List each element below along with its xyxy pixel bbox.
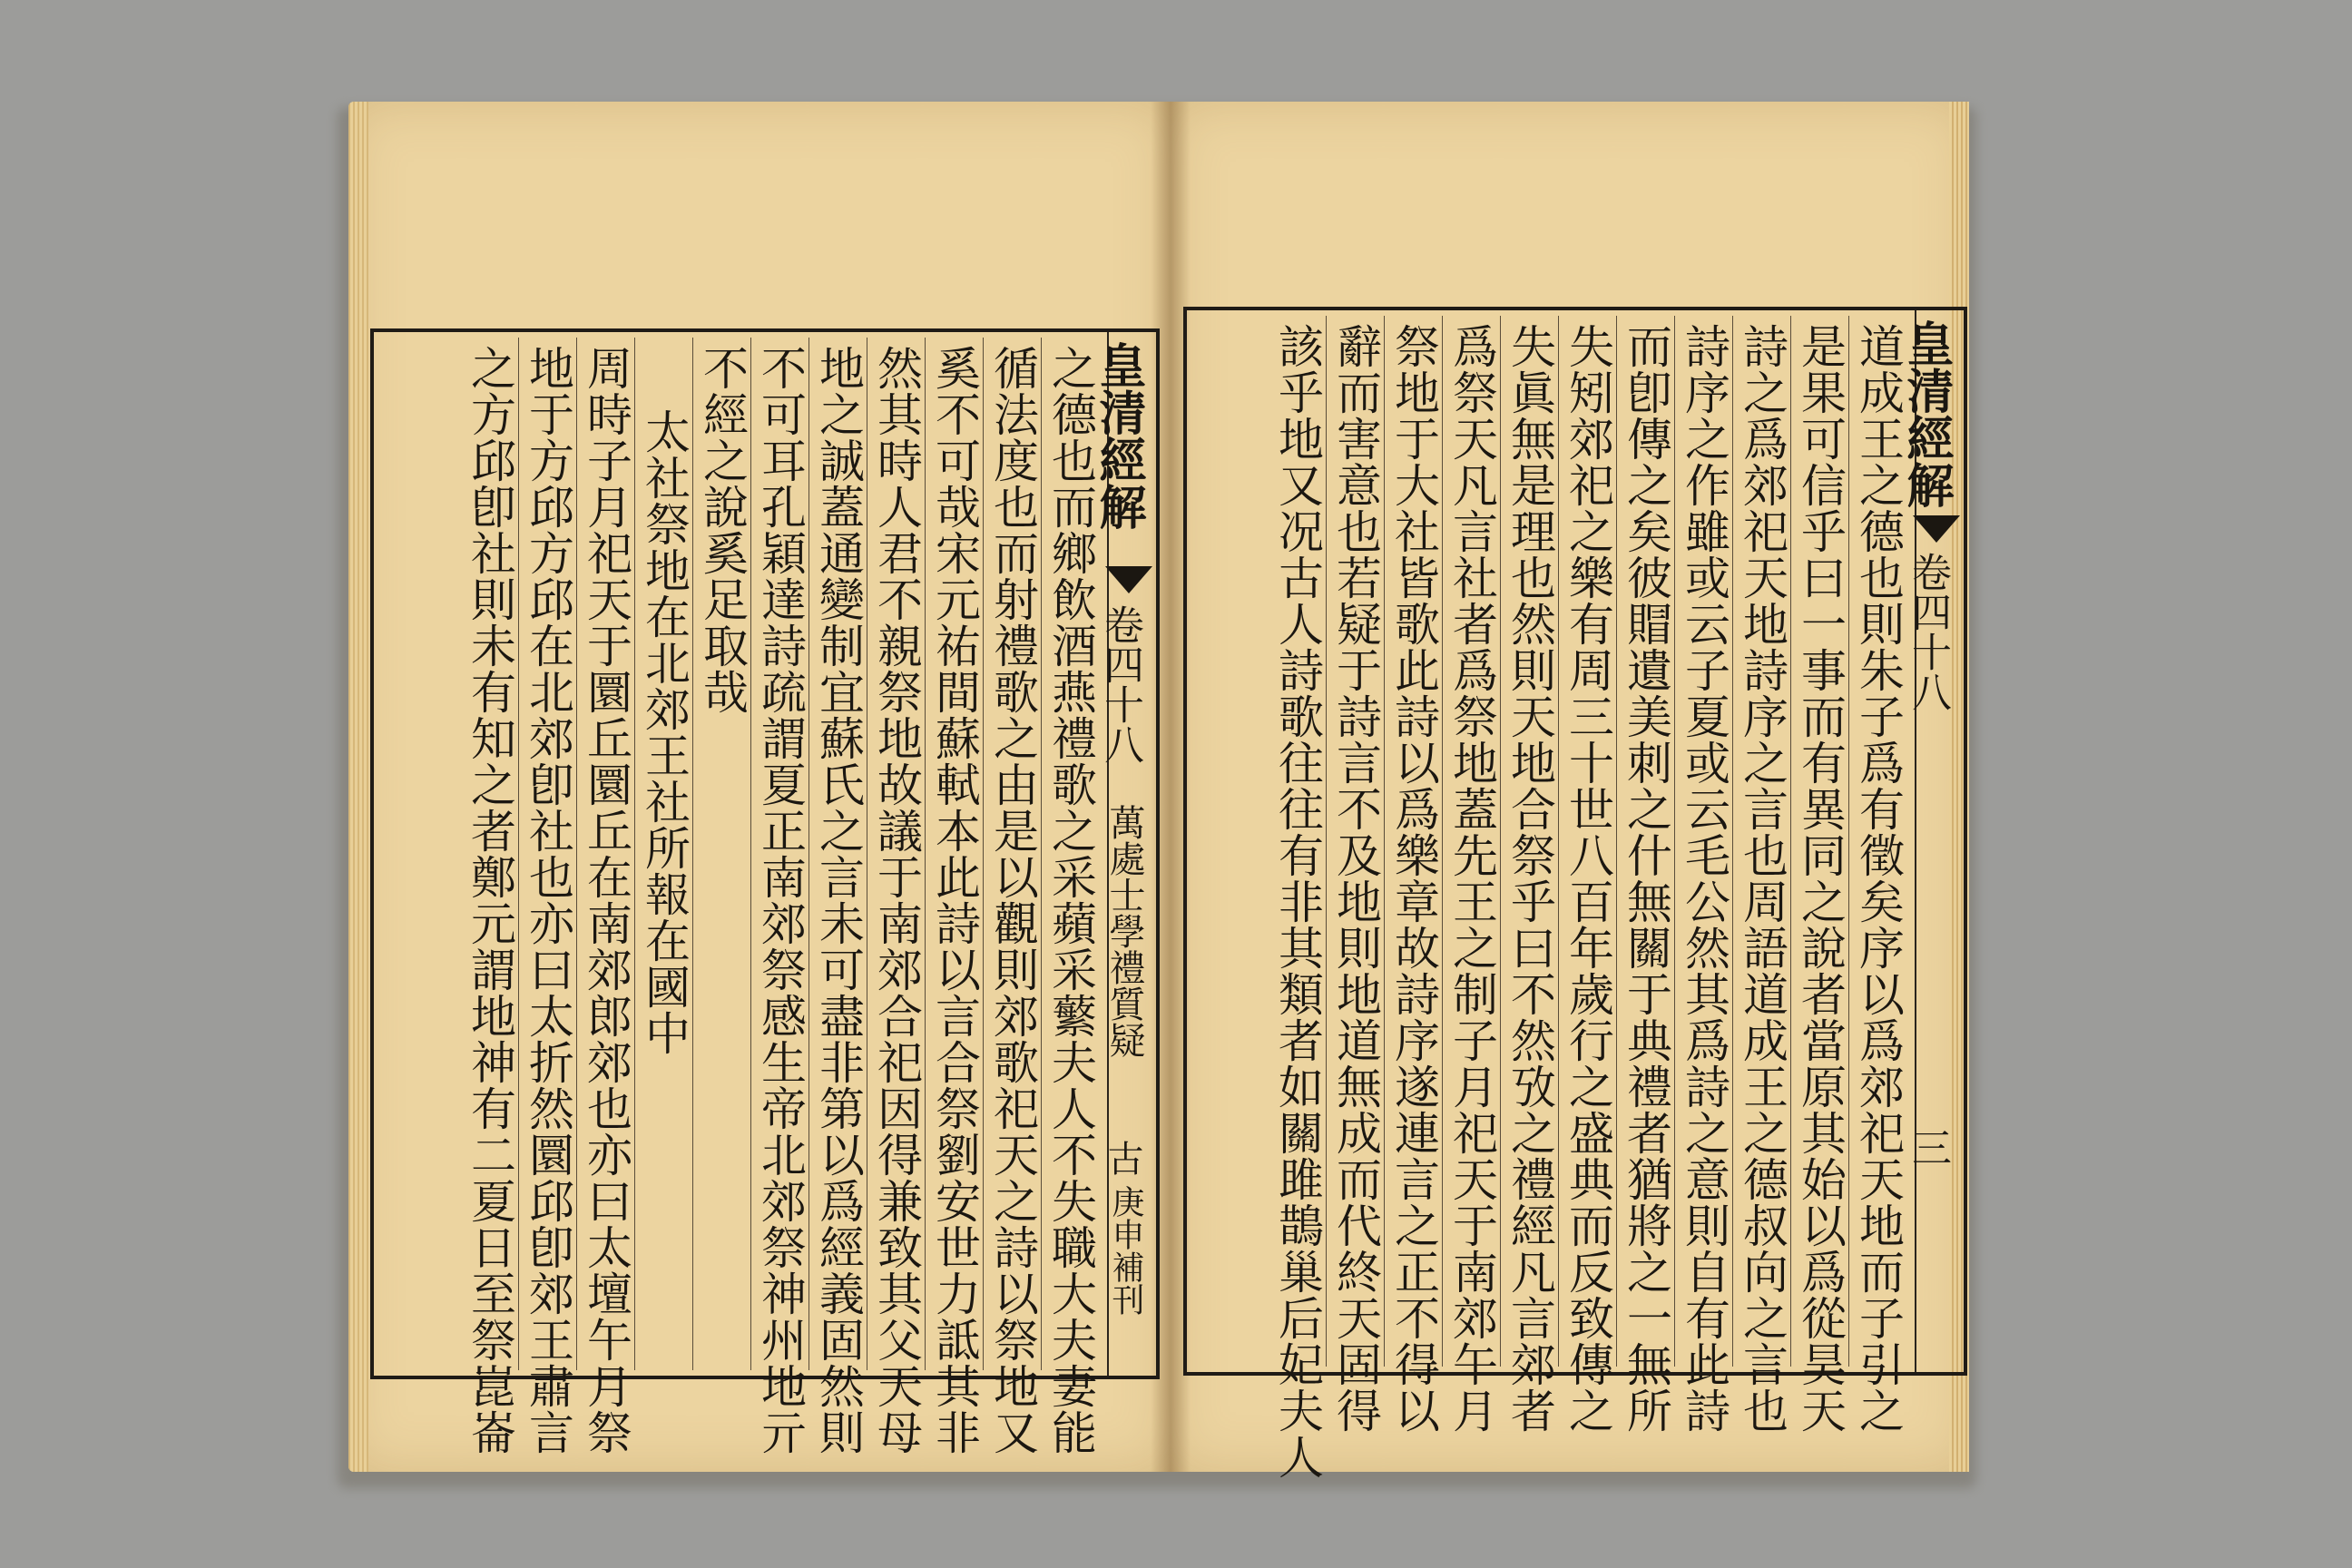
- column-rule: [808, 338, 809, 1370]
- left-corner-mark: 古: [1102, 1140, 1143, 1176]
- right-column-4: 詩序之作雖或云子夏或云毛公然其爲詩之意則自有此詩: [1678, 323, 1730, 1434]
- left-column-10: 地于方邱方邱在北郊卽社也亦曰太折然圜邱卽郊王肅言: [522, 345, 574, 1455]
- left-column-8-heading: 太社祭地在北郊王社所報在國中: [638, 408, 691, 1056]
- column-rule: [1041, 338, 1042, 1370]
- right-column-2: 是果可信乎曰一事而有異同之說者當原其始以爲從昊天: [1794, 323, 1847, 1434]
- column-rule: [576, 338, 577, 1370]
- column-rule: [750, 338, 751, 1370]
- right-column-10: 辭而害意也若疑于詩言不及地則地道無成而代終天固得: [1329, 323, 1382, 1434]
- right-folio-number: 三: [1905, 1127, 1951, 1167]
- right-margin-title: 皇清經解: [1898, 319, 1954, 508]
- left-column-2: 循法度也而射禮歌之由是以觀則郊歌祀天之詩以祭地又: [986, 345, 1039, 1455]
- right-column-5: 而卽傳之矣彼賵遺美刺之什無關于典禮者猶將之一無所: [1620, 323, 1672, 1434]
- column-rule: [518, 338, 519, 1370]
- right-column-1: 道成王之德也則朱子爲有徵矣序以爲郊祀天地而子引之: [1852, 323, 1905, 1434]
- left-column-6: 不可耳孔穎達詩疏謂夏正南郊祭感生帝北郊祭神州地亓: [754, 345, 807, 1455]
- left-section-label: 萬處士學禮質疑: [1103, 804, 1145, 1058]
- right-text-frame: [1183, 307, 1967, 1480]
- left-fish-tail-mark: [1105, 566, 1152, 593]
- right-column-3: 詩之爲郊祀天地詩序之言也周語道成王之德叔向之言也: [1736, 323, 1788, 1434]
- column-rule: [1326, 316, 1327, 1367]
- column-rule: [925, 338, 926, 1370]
- right-fish-tail-mark: [1913, 515, 1960, 543]
- column-rule: [1442, 316, 1443, 1367]
- column-rule: [1674, 316, 1675, 1367]
- left-bottom-note: 庚申補刊: [1107, 1185, 1144, 1316]
- right-column-6: 失矧郊祀之樂有周三十世八百年歲行之盛典而反致傳之: [1562, 323, 1614, 1434]
- column-rule: [1732, 316, 1733, 1367]
- right-column-9: 祭地于大社皆歌此詩以爲樂章故詩序遂連言之正不得以: [1387, 323, 1440, 1434]
- right-column-7: 失眞無是理也然則天地合祭乎曰不然攷之禮經凡言郊者: [1504, 323, 1556, 1434]
- left-margin-title: 皇清經解: [1091, 341, 1146, 530]
- left-column-4: 然其時人君不親祭地故議于南郊合祀因得兼致其父天母: [870, 345, 923, 1455]
- column-rule: [1500, 316, 1501, 1367]
- column-rule: [983, 338, 984, 1370]
- left-column-11: 之方邱卽社則未有知之者鄭元謂地神有二夏日至祭崑崙: [464, 345, 516, 1455]
- left-column-9: 周時子月祀天于圜丘圜丘在南郊郎郊也亦曰太壇午月祭: [580, 345, 632, 1455]
- right-column-11: 該乎地又况古人詩歌往往有非其類者如關雎鵲巢后妃夫人: [1271, 323, 1324, 1480]
- column-rule: [634, 338, 635, 1370]
- column-rule: [1558, 316, 1559, 1367]
- column-rule: [1790, 316, 1791, 1367]
- left-column-3: 奚不可哉宋元祐間蘇軾本此詩以言合祭劉安世力詆其非: [928, 345, 981, 1455]
- left-page-edges: [348, 102, 368, 1472]
- left-column-5: 地之誠蓋通變制宜蘇氏之言未可盡非第以爲經義固然則: [812, 345, 865, 1455]
- right-column-8: 爲祭天凡言社者爲祭地蓋先王之制子月祀天于南郊午月: [1446, 323, 1498, 1434]
- right-volume-label: 卷四十八: [1905, 552, 1951, 711]
- left-column-1: 之德也而鄉飲酒燕禮歌之采蘋采蘩夫人不失職大夫妻能: [1044, 345, 1097, 1455]
- column-rule: [1384, 316, 1385, 1367]
- column-rule: [1616, 316, 1617, 1367]
- column-rule: [692, 338, 693, 1370]
- column-rule: [1848, 316, 1849, 1367]
- left-text-frame: [370, 328, 1160, 1455]
- left-volume-label: 卷四十八: [1097, 604, 1143, 764]
- left-column-7: 不經之說奚足取哉: [696, 345, 749, 715]
